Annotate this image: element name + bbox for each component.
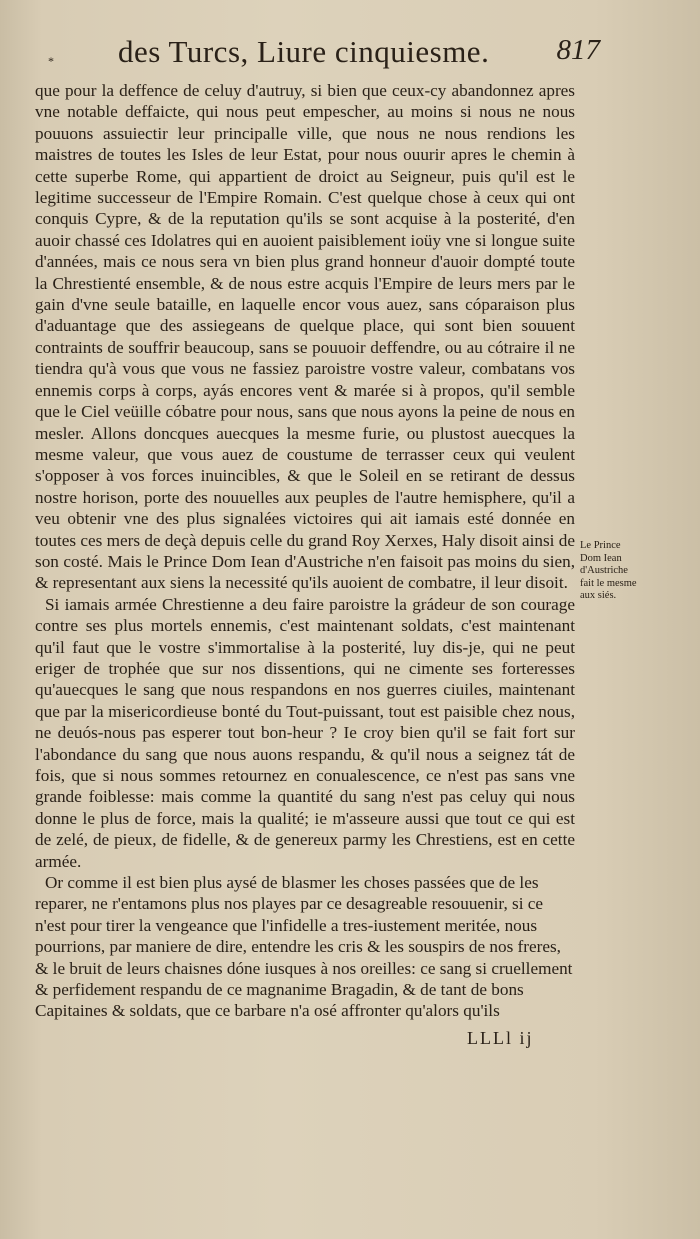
page-number: 817 — [556, 34, 600, 66]
body-text — [35, 80, 575, 1022]
paragraph-2: Si iamais armée Chrestienne a deu faire paroistre la grádeur de son courage contre ses plus mortels ennemis, c'est maintenant soldats, c'est maintenant qu'il faut que le vostre s'immortalise à la posterité, luy dis-je, qui ne peut eriger de trophée que sur nos dissentions, qui ne cimente ses forteresses qu'auecques le sang que nous respandons en nos guerres ciuiles, maintenant que par la misericordieuse bonté du Tout-puissant, tout est paisible chez nous, ne deuós-nous pas esperer tout bon-heur ? Ie croy bien qu'il se fait fort sur l'abondance du sang que nous auons respandu, & qu'il nous a seignez tát de fois, que si nous sommes retournez en conualescence, ce n'est pas sans vne grande foiblesse: mais comme la quantité du sang n'est pas celuy qui nous donne le plus de force, mais la qualité; ie m'asseure aussi que tout ce qui est de zelé, de pieux, de fidelle, & de genereux parmy les Chrestiens, est en cette armée. — [35, 594, 575, 871]
paragraph-1: que pour la deffence de celuy d'autruy, si bien que ceux-cy abandonnez apres vne notable deffaicte, qui nous peut empescher, au moins si nous ne nous pouuons assuiectir leur principalle ville, que nous ne nous rendions les maistres de toutes les Isles de leur Estat, pour nous ouurir apres le chemin à cette superbe Rome, qui appartient de droict au Seigneur, puis qu'il est le legitime successeur de l'Empire Romain. C'est quelque chose à ceux qui ont conquis Cypre, & de la reputation qu'ils se sont acquise à la posterité, d'en auoir chassé ces Idolatres qui en auoient paisiblement ioüy vne si longue suite d'années, mais ce nous sera vn bien plus grand honneur d'auoir dompté toute la Chrestienté ensemble, & de nous estre acquis l'Empire de leurs mers par le gain d'vne seule bataille, en laquelle encor vous auez, sans cóparaison plus d'aduantage que des assiegeans de quelque place, qui sont bien souuent contraints de souffrir beaucoup, sans se pouuoir deffendre, ou au cótraire il ne tiendra qu'à vous que vous ne fassiez paroistre vostre valeur, combatans vos ennemis corps à corps, ayás encores vent & marée si à propos, qu'il semble que le Ciel veüille cóbatre pour nous, sans que nous ayons la peine de nous en mesler. Allons doncques auecques la mesme furie, ou plustost auecques la mesme valeur, que vous auez de coustume de terrasser ceux qui veulent s'opposer à vos forces inuincibles, & que le Soleil en se retirant de dessus nostre horison, porte des nouuelles aux peuples de l'autre hemisphere, qu'il a veu obtenir vne des plus signalées victoires qui ait iamais esté donnée en toutes ces mers de deçà depuis celle du grand Roy Xerxes, Haly disoit ainsi de son costé. Mais le Prince Dom Iean d'Austriche n'en faisoit pas moins du sien, & representant aux siens la necessité qu'ils auoient de combatre, il leur disoit. — [35, 81, 575, 593]
asterisk-marker: * — [48, 54, 54, 68]
signature-mark: LLLl ij — [467, 1028, 534, 1048]
page-header — [40, 34, 600, 74]
paragraph-3: Or comme il est bien plus aysé de blasmer les choses passées que de les reparer, ne r'entamons plus nos playes par ce desagreable resouuenir, si ce n'est pour tirer la vengeance que l'infidelle a tres-iustement meritée, nous pourrions, par maniere de dire, entendre les cris & les souspirs de nos freres, & le bruit de leurs chaisnes dóne iusques à nos oreilles: ce sang si cruellement & perfidement respandu de ce magnanime Bragadin, & de tant de bons Capitaines & soldats, que ce barbare n'a osé affronter qu'alors qu'ils — [35, 873, 573, 1021]
running-head: des Turcs, Liure cinquiesme. — [118, 34, 490, 69]
marginal-note: Le Prince Dom Iean d'Austriche fait le mesme aux siés. — [580, 540, 637, 601]
